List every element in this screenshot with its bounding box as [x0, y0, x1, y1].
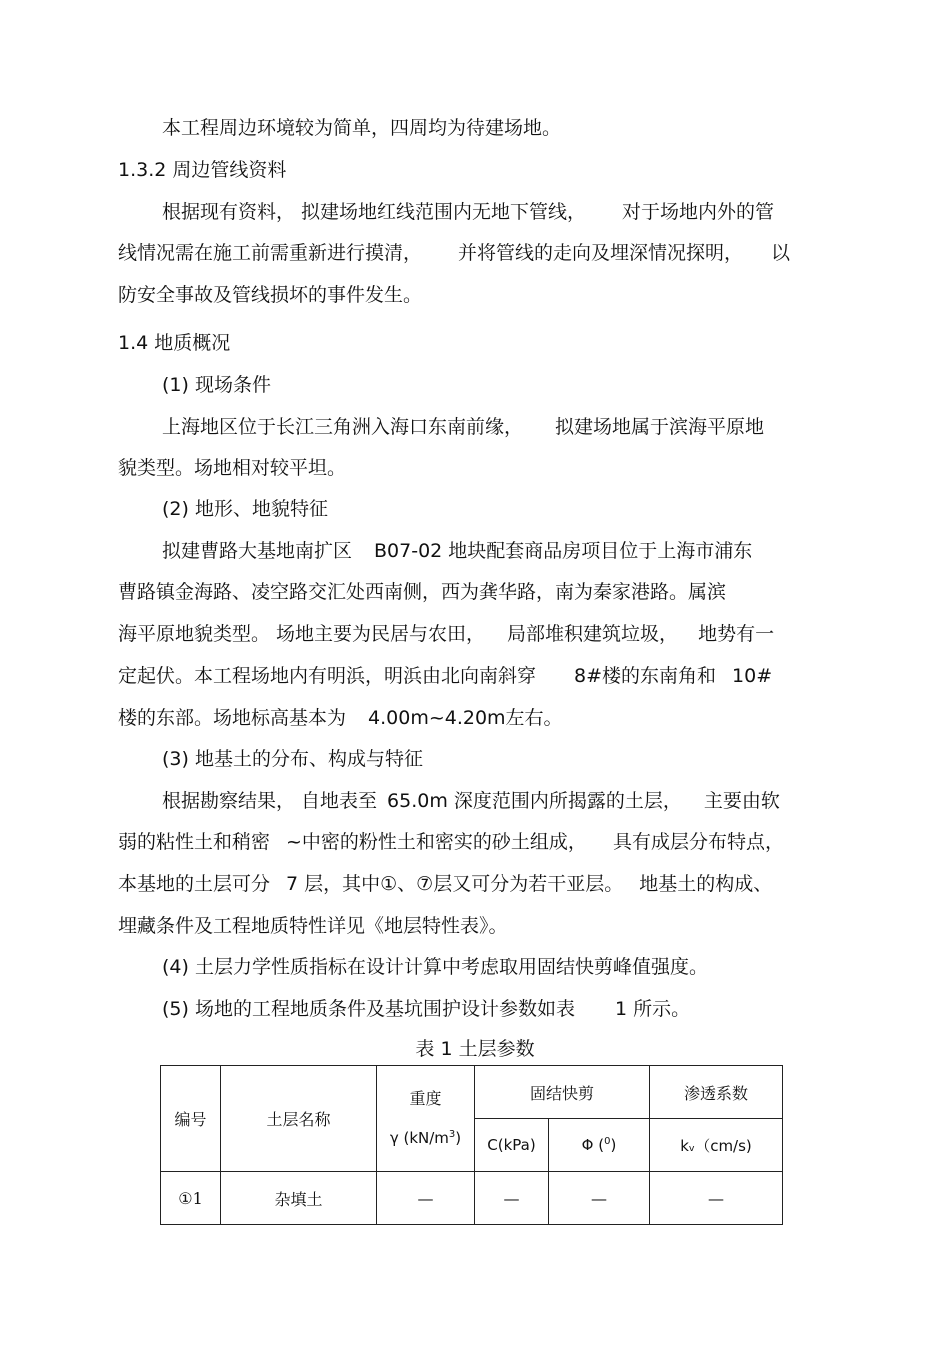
paragraph-terrain-line3 — [118, 622, 774, 646]
header-permeability: 渗透系数 — [650, 1066, 783, 1119]
text: 7 层，其中①、⑦层又可分为若干亚层。 — [286, 873, 624, 895]
text: 弱的粘性土和稍密 — [118, 831, 271, 853]
header-c: C(kPa) — [475, 1119, 549, 1172]
text: 本基地的土层可分 — [118, 873, 271, 895]
text: 拟建曹路大基地南扩区 — [162, 540, 353, 562]
header-shear: 固结快剪 — [475, 1066, 650, 1119]
paragraph-soil-line2 — [118, 830, 784, 854]
header-weight-unit — [377, 1117, 474, 1156]
text: 1 所示。 — [614, 998, 691, 1020]
subheading-4 — [162, 955, 708, 979]
paragraph-pipelines-line1 — [162, 200, 774, 224]
text: 1.4 地质概况 — [118, 332, 231, 354]
heading-1-3-2 — [118, 158, 286, 182]
table-header-row — [161, 1066, 783, 1119]
paragraph-terrain-line4 — [118, 664, 772, 688]
soil-parameters-table — [160, 1065, 783, 1225]
text: 4.00m~4.20m左右。 — [368, 707, 563, 729]
text: 65.0m 深度范围内所揭露的土层， — [387, 790, 682, 812]
table-caption: 表 1 土层参数 — [415, 1038, 535, 1060]
text: 拟建场地属于滨海平原地 — [555, 416, 765, 438]
text: (1) 现场条件 — [162, 374, 271, 396]
paragraph-terrain-line5 — [118, 706, 563, 730]
text: 对于场地内外的管 — [622, 201, 775, 223]
subheading-3 — [162, 747, 423, 771]
text: (3) 地基土的分布、构成与特征 — [162, 748, 423, 770]
heading-1-4 — [118, 331, 230, 355]
paragraph-site-line2 — [118, 456, 346, 480]
text: 防安全事故及管线损坏的事件发生。 — [118, 284, 423, 306]
paragraph-soil-line1 — [162, 789, 780, 813]
text: 曹路镇金海路、凌空路交汇处西南侧，西为龚华路，南为秦家港路。属滨 — [118, 581, 727, 603]
text: 主要由软 — [703, 790, 780, 812]
text: 上海地区位于长江三角洲入海口东南前缘， — [162, 416, 524, 438]
text: 1.3.2 周边管线资料 — [118, 159, 287, 181]
text: 根据勘察结果， 自地表至 — [162, 790, 378, 812]
cell-name: 杂填土 — [221, 1172, 377, 1225]
paragraph-site-line1 — [162, 415, 764, 439]
weight-unit-sup: 3 — [448, 1129, 456, 1140]
text: 8#楼的东南角和 — [574, 665, 717, 687]
text: 线情况需在施工前需重新进行摸清， — [118, 242, 423, 264]
header-no: 编号 — [161, 1066, 221, 1172]
text: 地势有一 — [698, 623, 775, 645]
text: (2) 地形、地貌特征 — [162, 498, 328, 520]
text: 10# — [732, 665, 773, 687]
paragraph-soil-line3 — [118, 872, 772, 896]
header-weight — [377, 1066, 475, 1172]
subheading-1 — [162, 373, 271, 397]
phi-close: ) — [610, 1136, 617, 1154]
header-name: 土层名称 — [221, 1066, 377, 1172]
paragraph-env — [162, 116, 561, 140]
paragraph-pipelines-line3 — [118, 283, 422, 307]
text: 貌类型。场地相对较平坦。 — [118, 457, 347, 479]
text: 局部堆积建筑垃圾， — [507, 623, 679, 645]
cell-phi: — — [549, 1172, 650, 1225]
text: 楼的东部。场地标高基本为 — [118, 707, 347, 729]
paragraph-pipelines-line2 — [118, 241, 790, 265]
cell-no: ①1 — [161, 1172, 221, 1225]
cell-c: — — [475, 1172, 549, 1225]
text: B07-02 地块配套商品房项目位于上海市浦东 — [374, 540, 753, 562]
cell-gamma: — — [377, 1172, 475, 1225]
text: 并将管线的走向及埋深情况探明， — [458, 242, 744, 264]
text: 埋藏条件及工程地质特性详见《地层特性表》。 — [118, 915, 508, 937]
text: (4) 土层力学性质指标在设计计算中考虑取用固结快剪峰值强度。 — [162, 956, 708, 978]
header-kv: kᵥ（cm/s) — [650, 1119, 783, 1172]
table-row — [161, 1172, 783, 1225]
header-phi — [549, 1119, 650, 1172]
text: 以 — [771, 242, 791, 264]
text: 海平原地貌类型。 场地主要为民居与农田， — [118, 623, 486, 645]
text: 具有成层分布特点， — [612, 831, 784, 853]
subheading-2 — [162, 497, 328, 521]
subheading-5 — [162, 997, 690, 1021]
text: 地基土的构成、 — [639, 873, 773, 895]
cell-kv: — — [650, 1172, 783, 1225]
paragraph-terrain-line2 — [118, 580, 726, 604]
text: 根据现有资料， 拟建场地红线范围内无地下管线， — [162, 201, 587, 223]
text: 本工程周边环境较为简单，四周均为待建场地。 — [162, 117, 562, 139]
weight-unit-close: ) — [455, 1129, 462, 1147]
header-weight-title: 重度 — [409, 1089, 442, 1108]
paragraph-soil-line4 — [118, 914, 508, 938]
weight-unit-text: γ (kN/m — [389, 1129, 449, 1147]
phi-text: Φ ( — [581, 1136, 605, 1154]
text: ~中密的粉性土和密实的砂土组成， — [286, 831, 587, 853]
paragraph-terrain-line1 — [162, 539, 752, 563]
phi-sup: 0 — [604, 1136, 611, 1147]
text: 定起伏。本工程场地内有明浜，明浜由北向南斜穿 — [118, 665, 537, 687]
text: (5) 场地的工程地质条件及基坑围护设计参数如表 — [162, 998, 575, 1020]
